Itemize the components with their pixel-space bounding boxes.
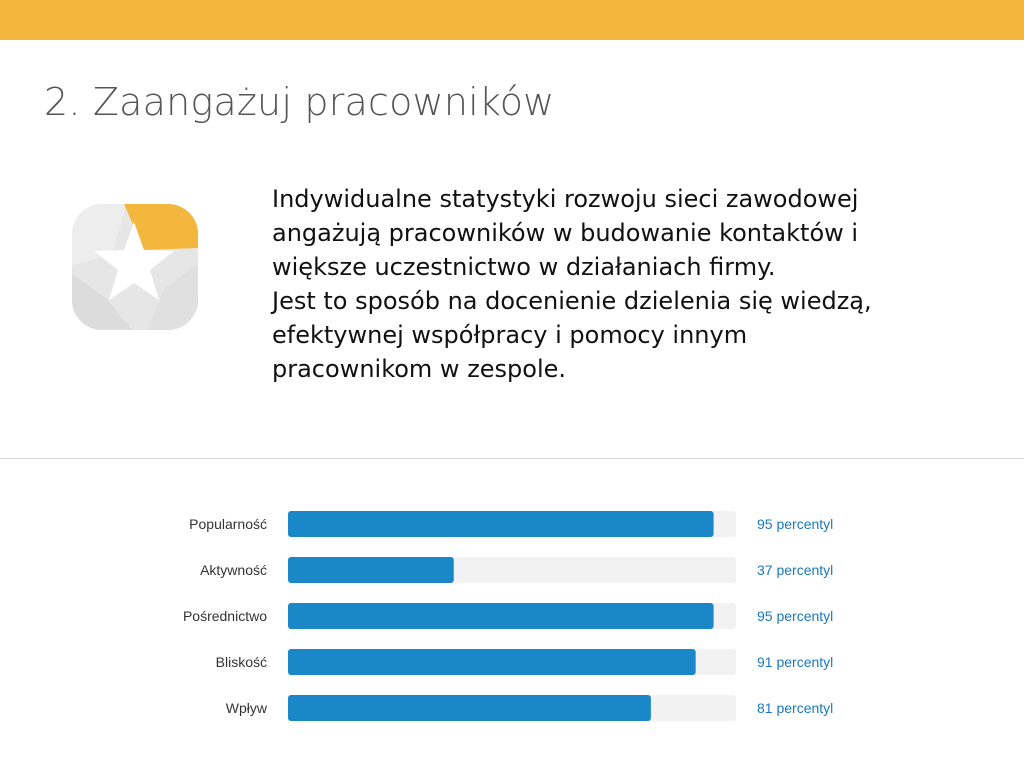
description bbox=[272, 182, 972, 386]
value-label: 37 percentyl bbox=[757, 562, 834, 578]
value-label: 95 percentyl bbox=[757, 516, 834, 532]
bar bbox=[288, 649, 696, 675]
description-line: Jest to sposób na docenienie dzielenia się wiedzą, bbox=[272, 287, 872, 315]
slide-title: 2. Zaangażuj pracowników bbox=[44, 80, 555, 124]
logo bbox=[72, 204, 200, 332]
value-label: 91 percentyl bbox=[757, 654, 834, 670]
percentile-chart bbox=[0, 490, 1024, 740]
bar bbox=[288, 603, 714, 629]
category-label: Wpływ bbox=[225, 700, 267, 716]
description-line: pracownikom w zespole. bbox=[272, 355, 567, 383]
bar bbox=[288, 695, 651, 721]
divider bbox=[0, 458, 1024, 459]
category-label: Aktywność bbox=[200, 562, 267, 578]
top-band bbox=[0, 0, 1024, 40]
value-label: 81 percentyl bbox=[757, 700, 834, 716]
description-line: angażują pracowników w budowanie kontaktów i bbox=[272, 219, 859, 247]
category-label: Popularność bbox=[189, 516, 267, 532]
bar bbox=[288, 557, 454, 583]
description-line: większe uczestnictwo w działaniach firmy. bbox=[272, 253, 776, 281]
category-label: Pośrednictwo bbox=[182, 608, 267, 624]
bar bbox=[288, 511, 714, 537]
category-label: Bliskość bbox=[215, 654, 267, 670]
description-line: Indywidualne statystyki rozwoju sieci zawodowej bbox=[272, 185, 859, 213]
description-line: efektywnej współpracy i pomocy innym bbox=[272, 321, 748, 349]
value-label: 95 percentyl bbox=[757, 608, 834, 624]
star-badge-icon bbox=[72, 204, 200, 332]
